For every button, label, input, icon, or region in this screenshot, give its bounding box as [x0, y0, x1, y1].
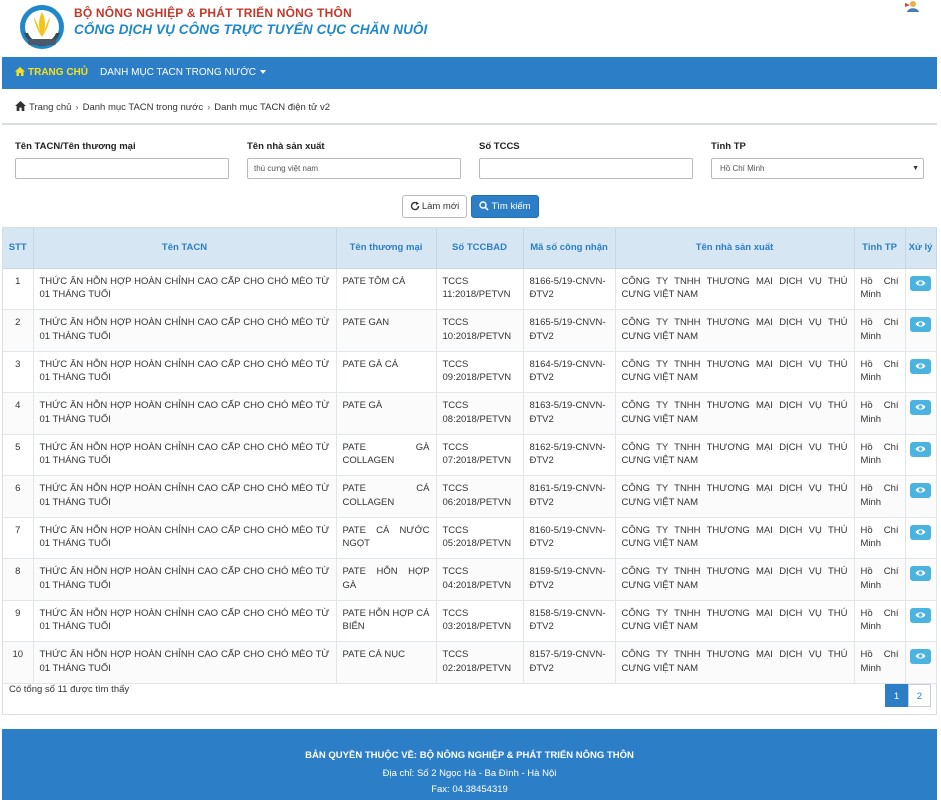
province-select-value: Hồ Chí Minh — [720, 164, 765, 173]
view-button[interactable] — [910, 442, 931, 457]
eye-icon — [915, 528, 926, 536]
col-header-cert: Mã số công nhận — [523, 228, 615, 268]
user-avatar-icon[interactable] — [905, 0, 921, 12]
row-cert-code: 8158-5/19-CNVN-ĐTV2 — [523, 600, 615, 642]
search-icon — [479, 201, 489, 211]
province-filter-label: Tỉnh TP — [711, 141, 746, 152]
row-action-cell — [905, 600, 936, 642]
table-row — [3, 559, 936, 601]
ministry-name: BỘ NÔNG NGHIỆP & PHÁT TRIỂN NÔNG THÔN — [74, 6, 352, 20]
footer-address: Địa chỉ: Số 2 Ngọc Hà - Ba Đình - Hà Nội — [382, 768, 557, 779]
row-cert-code: 8165-5/19-CNVN-ĐTV2 — [523, 310, 615, 352]
row-producer: CÔNG TY TNHH THƯƠNG MẠI DỊCH VỤ THÚ CƯNG VIỆT NAM — [615, 600, 854, 642]
table-header-row — [3, 228, 936, 268]
row-trade-name: PATE HỖN HỢP CÁ BIỂN — [336, 600, 436, 642]
footer-fax: Fax: 04.38454319 — [431, 784, 508, 795]
row-action-cell — [905, 268, 936, 310]
total-count: Có tổng số 11 được tìm thấy — [9, 684, 130, 695]
chevron-right-icon: › — [207, 102, 211, 113]
name-filter-label: Tên TACN/Tên thương mại — [15, 141, 136, 152]
row-feed-name: THỨC ĂN HỖN HỢP HOÀN CHỈNH CAO CẤP CHO CHÓ MÈO TỪ 01 THÁNG TUỔI — [33, 600, 336, 642]
chevron-right-icon: › — [75, 102, 79, 113]
row-tccbad: TCCS 03:2018/PETVN — [436, 600, 523, 642]
row-stt: 4 — [3, 393, 33, 435]
table-row — [3, 310, 936, 352]
search-button[interactable] — [471, 195, 539, 218]
site-header — [0, 0, 941, 57]
row-trade-name: PATE GÀ — [336, 393, 436, 435]
row-cert-code: 8163-5/19-CNVN-ĐTV2 — [523, 393, 615, 435]
eye-icon — [915, 652, 926, 660]
results-table-panel — [2, 227, 937, 715]
divider — [2, 123, 937, 125]
row-stt: 7 — [3, 517, 33, 559]
eye-icon — [915, 362, 926, 370]
row-feed-name: THỨC ĂN HỖN HỢP HOÀN CHỈNH CAO CẤP CHO CHÓ MÈO TỪ 01 THÁNG TUỔI — [33, 517, 336, 559]
row-tccbad: TCCS 09:2018/PETVN — [436, 351, 523, 393]
col-header-name: Tên TACN — [33, 228, 336, 268]
search-button-label: Tìm kiếm — [491, 201, 531, 212]
row-trade-name: PATE CÁ COLLAGEN — [336, 476, 436, 518]
row-cert-code: 8161-5/19-CNVN-ĐTV2 — [523, 476, 615, 518]
row-action-cell — [905, 310, 936, 352]
row-trade-name: PATE CÁ NƯỚC NGỌT — [336, 517, 436, 559]
row-trade-name: PATE GÀ COLLAGEN — [336, 434, 436, 476]
row-tccbad: TCCS 05:2018/PETVN — [436, 517, 523, 559]
breadcrumb-current: Danh mục TACN điện tử v2 — [214, 102, 331, 113]
row-producer: CÔNG TY TNHH THƯƠNG MẠI DỊCH VỤ THÚ CƯNG VIỆT NAM — [615, 642, 854, 684]
view-button[interactable] — [910, 276, 931, 291]
table-footer — [3, 676, 936, 714]
view-button[interactable] — [910, 359, 931, 374]
row-action-cell — [905, 434, 936, 476]
row-feed-name: THỨC ĂN HỖN HỢP HOÀN CHỈNH CAO CẤP CHO CHÓ MÈO TỪ 01 THÁNG TUỔI — [33, 559, 336, 601]
pagination — [885, 684, 931, 707]
row-feed-name: THỨC ĂN HỖN HỢP HOÀN CHỈNH CAO CẤP CHO CHÓ MÈO TỪ 01 THÁNG TUỔI — [33, 434, 336, 476]
table-row — [3, 393, 936, 435]
row-stt: 1 — [3, 268, 33, 310]
row-producer: CÔNG TY TNHH THƯƠNG MẠI DỊCH VỤ THÚ CƯNG VIỆT NAM — [615, 517, 854, 559]
view-button[interactable] — [910, 483, 931, 498]
page-2-button[interactable]: 2 — [908, 684, 931, 707]
col-header-stt: STT — [3, 228, 33, 268]
row-tccbad: TCCS 11:2018/PETVN — [436, 268, 523, 310]
province-select[interactable] — [711, 158, 924, 179]
footer-copyright: BẢN QUYỀN THUỘC VỀ: BỘ NÔNG NGHIỆP & PHÁT TRIỂN NÔNG THÔN — [305, 750, 634, 761]
eye-icon — [915, 403, 926, 411]
results-table — [3, 228, 937, 684]
main-navbar — [2, 57, 937, 89]
row-trade-name: PATE CÁ NỤC — [336, 642, 436, 684]
row-producer: CÔNG TY TNHH THƯƠNG MẠI DỊCH VỤ THÚ CƯNG VIỆT NAM — [615, 434, 854, 476]
reset-button-label: Làm mới — [421, 201, 460, 212]
row-stt: 2 — [3, 310, 33, 352]
table-row — [3, 434, 936, 476]
nav-home[interactable] — [15, 57, 88, 89]
row-province: Hồ Chí Minh — [854, 434, 905, 476]
row-feed-name: THỨC ĂN HỖN HỢP HOÀN CHỈNH CAO CẤP CHO CHÓ MÈO TỪ 01 THÁNG TUỔI — [33, 642, 336, 684]
row-producer: CÔNG TY TNHH THƯƠNG MẠI DỊCH VỤ THÚ CƯNG VIỆT NAM — [615, 310, 854, 352]
row-tccbad: TCCS 06:2018/PETVN — [436, 476, 523, 518]
row-tccbad: TCCS 08:2018/PETVN — [436, 393, 523, 435]
page-1-button[interactable]: 1 — [885, 684, 908, 707]
home-icon — [15, 67, 25, 76]
row-producer: CÔNG TY TNHH THƯƠNG MẠI DỊCH VỤ THÚ CƯNG VIỆT NAM — [615, 351, 854, 393]
reset-button[interactable] — [402, 195, 467, 218]
eye-icon — [915, 611, 926, 619]
table-row — [3, 268, 936, 310]
row-province: Hồ Chí Minh — [854, 351, 905, 393]
row-stt: 8 — [3, 559, 33, 601]
row-producer: CÔNG TY TNHH THƯƠNG MẠI DỊCH VỤ THÚ CƯNG VIỆT NAM — [615, 268, 854, 310]
row-cert-code: 8166-5/19-CNVN-ĐTV2 — [523, 268, 615, 310]
home-icon — [15, 101, 26, 111]
view-button[interactable] — [910, 566, 931, 581]
row-province: Hồ Chí Minh — [854, 600, 905, 642]
row-stt: 3 — [3, 351, 33, 393]
row-producer: CÔNG TY TNHH THƯƠNG MẠI DỊCH VỤ THÚ CƯNG VIỆT NAM — [615, 559, 854, 601]
row-province: Hồ Chí Minh — [854, 393, 905, 435]
row-action-cell — [905, 393, 936, 435]
caret-down-icon — [260, 70, 266, 74]
site-footer — [2, 729, 937, 800]
view-button[interactable] — [910, 317, 931, 332]
row-cert-code: 8162-5/19-CNVN-ĐTV2 — [523, 434, 615, 476]
table-row — [3, 351, 936, 393]
view-button[interactable] — [910, 608, 931, 623]
view-button[interactable] — [910, 649, 931, 664]
row-stt: 10 — [3, 642, 33, 684]
producer-filter-label: Tên nhà sản xuất — [247, 141, 325, 152]
row-action-cell — [905, 476, 936, 518]
row-feed-name: THỨC ĂN HỖN HỢP HOÀN CHỈNH CAO CẤP CHO CHÓ MÈO TỪ 01 THÁNG TUỔI — [33, 268, 336, 310]
row-feed-name: THỨC ĂN HỖN HỢP HOÀN CHỈNH CAO CẤP CHO CHÓ MÈO TỪ 01 THÁNG TUỔI — [33, 393, 336, 435]
name-filter-input[interactable] — [15, 158, 229, 179]
row-province: Hồ Chí Minh — [854, 476, 905, 518]
col-header-tccbad: Số TCCBAD — [436, 228, 523, 268]
row-province: Hồ Chí Minh — [854, 559, 905, 601]
row-cert-code: 8159-5/19-CNVN-ĐTV2 — [523, 559, 615, 601]
row-producer: CÔNG TY TNHH THƯƠNG MẠI DỊCH VỤ THÚ CƯNG VIỆT NAM — [615, 476, 854, 518]
eye-icon — [915, 445, 926, 453]
col-header-action: Xử lý — [905, 228, 936, 268]
row-producer: CÔNG TY TNHH THƯƠNG MẠI DỊCH VỤ THÚ CƯNG VIỆT NAM — [615, 393, 854, 435]
breadcrumb-home[interactable]: Trang chủ — [29, 102, 72, 113]
row-tccbad: TCCS 10:2018/PETVN — [436, 310, 523, 352]
nav-catalog-label: DANH MỤC TACN TRONG NƯỚC — [100, 67, 257, 78]
row-tccbad: TCCS 04:2018/PETVN — [436, 559, 523, 601]
nav-home-label: TRANG CHỦ — [28, 67, 88, 78]
dropdown-arrow-icon: ▼ — [912, 165, 919, 172]
eye-icon — [915, 320, 926, 328]
eye-icon — [915, 279, 926, 287]
row-province: Hồ Chí Minh — [854, 517, 905, 559]
row-cert-code: 8164-5/19-CNVN-ĐTV2 — [523, 351, 615, 393]
row-action-cell — [905, 559, 936, 601]
table-row — [3, 600, 936, 642]
row-cert-code: 8160-5/19-CNVN-ĐTV2 — [523, 517, 615, 559]
row-feed-name: THỨC ĂN HỖN HỢP HOÀN CHỈNH CAO CẤP CHO CHÓ MÈO TỪ 01 THÁNG TUỔI — [33, 310, 336, 352]
row-province: Hồ Chí Minh — [854, 642, 905, 684]
row-trade-name: PATE TÔM CÁ — [336, 268, 436, 310]
row-action-cell — [905, 517, 936, 559]
nav-catalog-dropdown[interactable] — [100, 57, 266, 89]
table-row — [3, 517, 936, 559]
row-stt: 5 — [3, 434, 33, 476]
row-action-cell — [905, 351, 936, 393]
row-tccbad: TCCS 07:2018/PETVN — [436, 434, 523, 476]
tccs-filter-input[interactable] — [479, 158, 693, 179]
row-cert-code: 8157-5/19-CNVN-ĐTV2 — [523, 642, 615, 684]
row-trade-name: PATE HỖN HỢP GÀ — [336, 559, 436, 601]
eye-icon — [915, 486, 926, 494]
producer-filter-input[interactable] — [247, 158, 461, 179]
row-tccbad: TCCS 02:2018/PETVN — [436, 642, 523, 684]
table-row — [3, 476, 936, 518]
table-body — [3, 268, 936, 683]
eye-icon — [915, 569, 926, 577]
row-feed-name: THỨC ĂN HỖN HỢP HOÀN CHỈNH CAO CẤP CHO CHÓ MÈO TỪ 01 THÁNG TUỔI — [33, 476, 336, 518]
col-header-trade: Tên thương mại — [336, 228, 436, 268]
tccs-filter-label: Số TCCS — [479, 141, 520, 152]
row-stt: 6 — [3, 476, 33, 518]
refresh-icon — [410, 201, 420, 211]
ministry-logo-icon[interactable] — [18, 3, 66, 51]
view-button[interactable] — [910, 525, 931, 540]
breadcrumb — [15, 101, 330, 113]
row-province: Hồ Chí Minh — [854, 268, 905, 310]
breadcrumb-catalog[interactable]: Danh mục TACN trong nước — [82, 102, 204, 113]
col-header-province: Tỉnh TP — [854, 228, 905, 268]
col-header-producer: Tên nhà sản xuất — [615, 228, 854, 268]
row-feed-name: THỨC ĂN HỖN HỢP HOÀN CHỈNH CAO CẤP CHO CHÓ MÈO TỪ 01 THÁNG TUỔI — [33, 351, 336, 393]
row-stt: 9 — [3, 600, 33, 642]
row-trade-name: PATE GÀ CÁ — [336, 351, 436, 393]
row-trade-name: PATE GAN — [336, 310, 436, 352]
row-province: Hồ Chí Minh — [854, 310, 905, 352]
portal-name: CỔNG DỊCH VỤ CÔNG TRỰC TUYẾN CỤC CHĂN NUÔI — [74, 22, 428, 37]
view-button[interactable] — [910, 400, 931, 415]
